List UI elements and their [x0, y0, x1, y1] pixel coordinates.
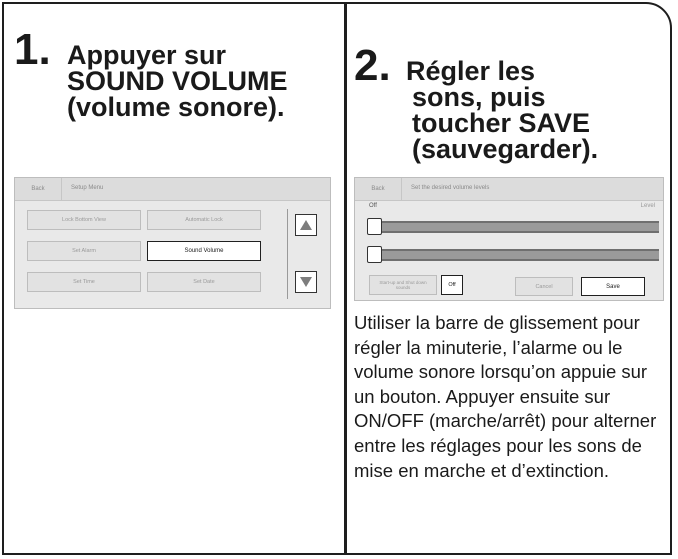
scroll-down-button[interactable]	[295, 271, 317, 293]
menu-button-sound-volume[interactable]: Sound Volume	[147, 241, 261, 261]
step-1-title-line: SOUND VOLUME	[67, 66, 288, 96]
step-1-number: 1.	[14, 25, 51, 74]
menu-button-set-alarm[interactable]: Set Alarm	[27, 241, 141, 261]
level-label: Level	[640, 203, 655, 209]
screen-header	[355, 178, 663, 201]
instruction-description: Utiliser la barre de glissement pour régler la minuterie, l’alarme ou le volume sonore lorsqu’on appuie sur un bouton. Appuyer ensuite sur ON/OFF (marche/arrêt) pour alterner entre les réglages pour les sons de mise en marche et d’extinction.	[354, 312, 657, 481]
volume-slider-knob[interactable]	[367, 218, 382, 235]
step-2-title-line: toucher SAVE	[412, 108, 591, 138]
setup-menu-screen	[14, 177, 331, 309]
startup-shutdown-sounds-button[interactable]: Start-up and Shut down sounds	[369, 275, 437, 295]
back-button[interactable]: Back	[355, 178, 402, 200]
sound-toggle-button[interactable]: Off	[441, 275, 463, 295]
menu-button-automatic-lock[interactable]: Automatic Lock	[147, 210, 261, 230]
scroll-track	[287, 209, 288, 299]
cancel-button[interactable]: Cancel	[515, 277, 573, 296]
step-1-title-line: Appuyer sur	[67, 40, 227, 70]
step-1-title	[67, 42, 288, 120]
step-2-title-line: sons, puis	[412, 82, 546, 112]
step-2-title	[406, 58, 598, 162]
volume-slider-track[interactable]	[367, 221, 659, 233]
screen-header-title: Setup Menu	[71, 185, 104, 191]
step-2-number: 2.	[354, 41, 391, 90]
triangle-up-icon	[300, 220, 312, 230]
save-button[interactable]: Save	[581, 277, 645, 296]
back-button[interactable]: Back	[15, 178, 62, 200]
triangle-down-icon	[300, 277, 312, 287]
step-2-title-line: Régler les	[406, 56, 536, 86]
volume-slider-knob[interactable]	[367, 246, 382, 263]
screen-header	[15, 178, 330, 201]
menu-button-set-time[interactable]: Set Time	[27, 272, 141, 292]
menu-button-set-date[interactable]: Set Date	[147, 272, 261, 292]
sound-volume-screen	[354, 177, 664, 301]
step-2-title-line: (sauvegarder).	[412, 134, 599, 164]
volume-slider-track[interactable]	[367, 249, 659, 261]
scroll-up-button[interactable]	[295, 214, 317, 236]
menu-button-lock-bottom-view[interactable]: Lock Bottom View	[27, 210, 141, 230]
screen-header-title: Set the desired volume levels	[411, 185, 490, 191]
column-divider	[344, 4, 347, 553]
step-1-title-line: (volume sonore).	[67, 92, 285, 122]
off-label: Off	[369, 203, 377, 209]
